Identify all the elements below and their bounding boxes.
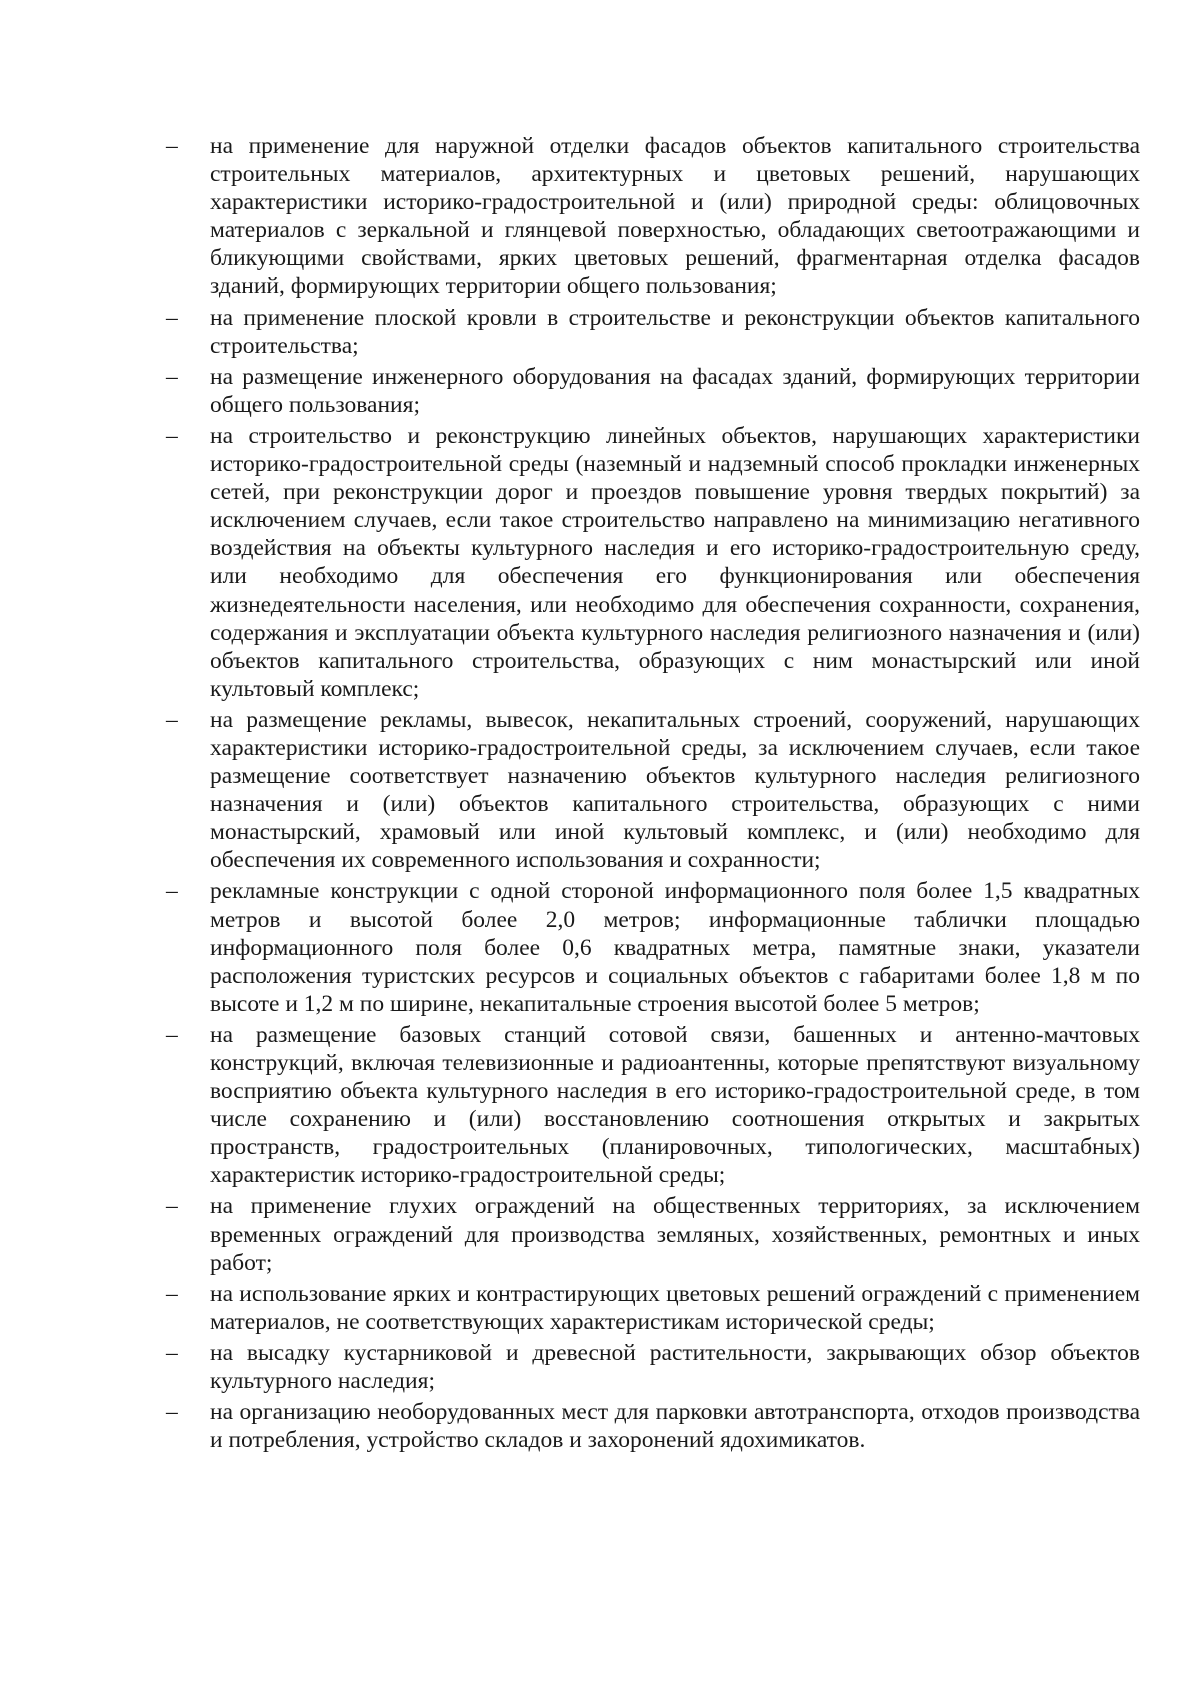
bullet-dash: – bbox=[166, 878, 178, 905]
list-item bbox=[150, 363, 1140, 419]
list-item-text: на высадку кустарниковой и древесной растительности, закрывающих обзор объектов культурного наследия; bbox=[210, 1339, 1140, 1395]
bullet-dash: – bbox=[166, 1021, 178, 1048]
list-item-text: на применение для наружной отделки фасадов объектов капитального строительства строительных материалов, архитектурных и цветовых решений, нарушающих характеристики историко-градостроительной и (или) природной среды: облицовочных материалов с зеркальной и глянцевой поверхностью, обладающих светоотражающими и бликующими свойствами, ярких цветовых решений, фрагментарная отделка фасадов зданий, формирующих территории общего пользования; bbox=[210, 133, 1140, 300]
list-item bbox=[150, 1192, 1140, 1276]
bullet-dash: – bbox=[166, 1339, 178, 1366]
list-item-text: рекламные конструкции с одной стороной информационного поля более 1,5 квадратных метров и высотой более 2,0 метров; информационные таблички площадью информационного поля более 0,6 квадратных метра, памятные знаки, указатели расположения туристских ресурсов и социальных объектов с габаритами более 1,8 м по высоте и 1,2 м по ширине, некапитальные строения высотой более 5 метров; bbox=[210, 878, 1140, 1017]
list-item-text: на строительство и реконструкцию линейных объектов, нарушающих характеристики историко-градостроительной среды (наземный и надземный способ прокладки инженерных сетей, при реконструкции дорог и проездов повышение уровня твердых покрытий) за исключением случаев, если такое строительство направлено на минимизацию негативного воздействия на объекты культурного наследия и его историко-градостроительную среду, или необходимо для обеспечения его функционирования или обеспечения жизнедеятельности населения, или необходимо для обеспечения сохранности, сохранения, содержания и эксплуатации объекта культурного наследия религиозного назначения и (или) объектов капитального строительства, образующих с ним монастырский или иной культовый комплекс; bbox=[210, 422, 1140, 702]
bullet-dash: – bbox=[166, 422, 178, 449]
list-item-text: на применение плоской кровли в строительстве и реконструкции объектов капитального строительства; bbox=[210, 304, 1140, 359]
bullet-dash: – bbox=[166, 706, 178, 733]
list-item-text: на размещение рекламы, вывесок, некапитальных строений, сооружений, нарушающих характеристики историко-градостроительной среды, за исключением случаев, если такое размещение соответствует назначению объектов культурного наследия религиозного назначения и (или) объектов капитального строительства, образующих с ними монастырский, храмовый или иной культовый комплекс, и (или) необходимо для обеспечения их современного использования и сохранности; bbox=[210, 706, 1140, 874]
list-item bbox=[150, 706, 1140, 875]
list-item bbox=[150, 1280, 1140, 1336]
list-item bbox=[150, 1021, 1140, 1190]
list-item-text: на применение глухих ограждений на общественных территориях, за исключением временных ограждений для производства земляных, хозяйственных, ремонтных и иных работ; bbox=[210, 1193, 1140, 1276]
list-item bbox=[150, 1339, 1140, 1395]
bullet-dash: – bbox=[166, 363, 178, 390]
list-item bbox=[150, 422, 1140, 703]
list-item bbox=[150, 1398, 1140, 1454]
bullet-dash: – bbox=[166, 304, 178, 331]
list-item-text: на размещение инженерного оборудования на фасадах зданий, формирующих территории общего пользования; bbox=[210, 363, 1140, 418]
bullet-dash: – bbox=[166, 1280, 178, 1307]
bullet-dash: – bbox=[166, 1399, 178, 1426]
list-item bbox=[150, 304, 1140, 360]
bullet-dash: – bbox=[166, 133, 178, 159]
list-item bbox=[150, 877, 1140, 1017]
list-item bbox=[150, 132, 1140, 301]
bullet-dash: – bbox=[166, 1193, 178, 1220]
list-item-text: на организацию необорудованных мест для парковки автотранспорта, отходов производства и потребления, устройство складов и захоронений ядохимикатов. bbox=[210, 1399, 1140, 1454]
list-item-text: на размещение базовых станций сотовой связи, башенных и антенно-мачтовых конструкций, включая телевизионные и радиоантенны, которые препятствуют визуальному восприятию объекта культурного наследия в его историко-градостроительной среде, в том числе сохранению и (или) восстановлению соотношения открытых и закрытых пространств, градостроительных (планировочных, типологических, масштабных) характеристик историко-градостроительной среды; bbox=[210, 1021, 1140, 1189]
list-item-text: на использование ярких и контрастирующих цветовых решений ограждений с применением материалов, не соответствующих характеристикам исторической среды; bbox=[210, 1280, 1140, 1335]
restrictions-list bbox=[150, 132, 1140, 1457]
